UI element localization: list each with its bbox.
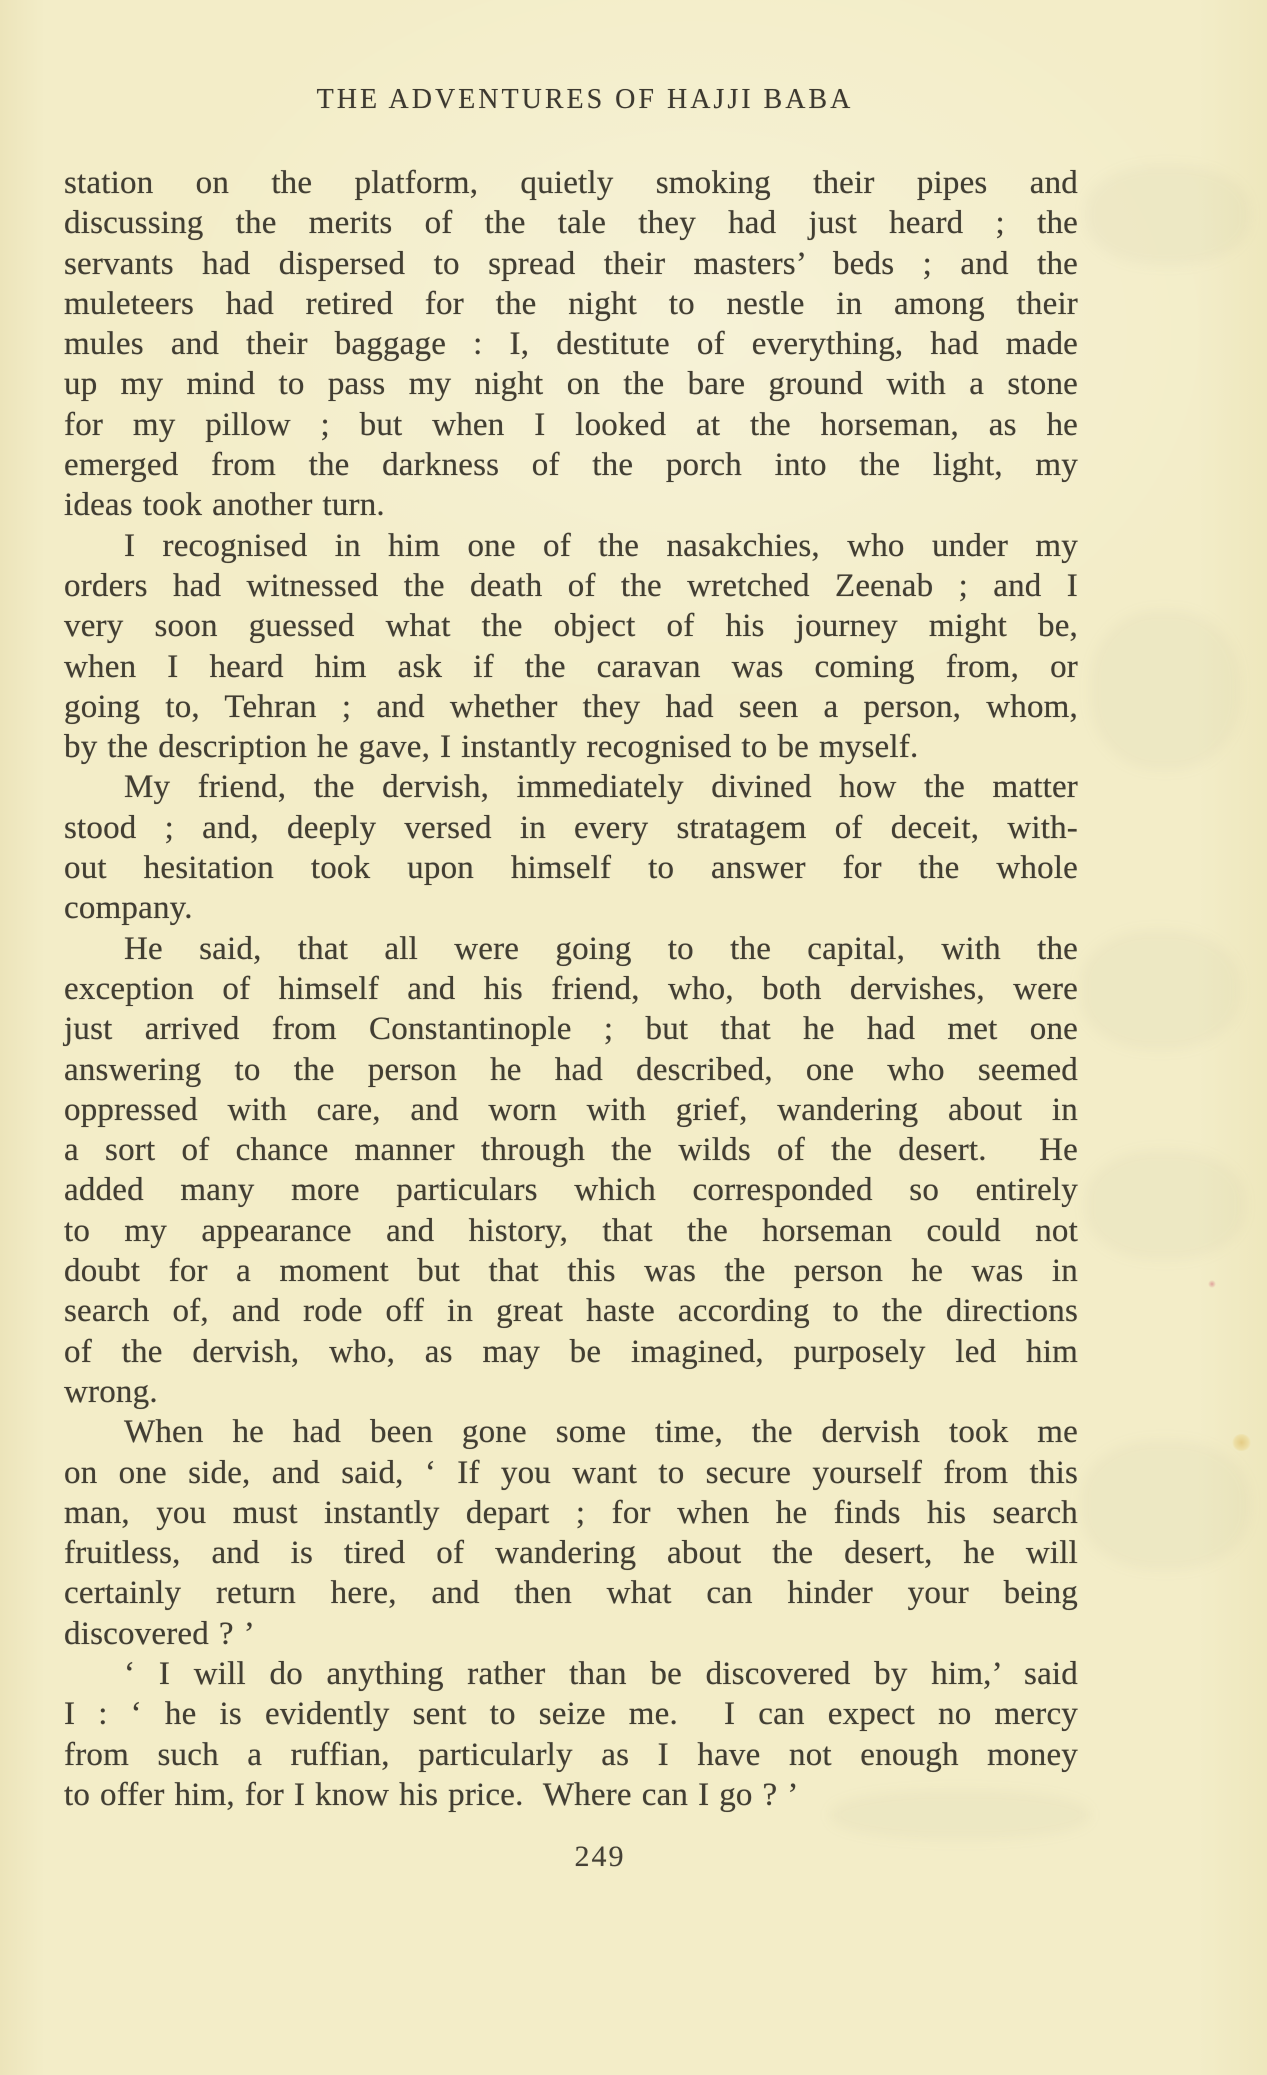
text-line: just arrived from Constantinople ; but that he had met one [64,1011,1078,1048]
text-line: when I heard him ask if the caravan was coming from, or [64,648,1078,685]
text-line: My friend, the dervish, immediately divined how the matter [124,769,1078,806]
text-line: to offer him, for I know his price. Where can I go ? ’ [64,1776,799,1813]
showthrough-blot [1085,165,1250,265]
text-line: I recognised in him one of the nasakchies, who under my [124,527,1078,564]
text-line: on one side, and said, ‘ If you want to secure yourself from this [64,1454,1078,1491]
foxing-spot [1208,1280,1216,1288]
text-line: a sort of chance manner through the wilds of the desert. He [64,1132,1078,1169]
text-line: When he had been gone some time, the dervish took me [124,1414,1078,1451]
text-line: for my pillow ; but when I looked at the horseman, as he [64,406,1078,443]
text-line: emerged from the darkness of the porch into the light, my [64,447,1078,484]
text-line: orders had witnessed the death of the wretched Zeenab ; and I [64,567,1078,604]
text-line: He said, that all were going to the capital, with the [124,930,1078,967]
paragraph [64,526,1078,768]
text-line: stood ; and, deeply versed in every stratagem of deceit, with- [64,809,1078,846]
showthrough-blot [1085,1150,1245,1260]
paragraph [64,929,1078,1413]
text-line: doubt for a moment but that this was the person he was in [64,1253,1078,1290]
showthrough-blot [1090,610,1240,770]
text-line: added many more particulars which corresponded so entirely [64,1172,1078,1209]
text-line: servants had dispersed to spread their masters’ beds ; and the [64,245,1078,282]
text-line: from such a ruffian, particularly as I have not enough money [64,1736,1078,1773]
paragraph [64,163,1078,526]
text-line: I : ‘ he is evidently sent to seize me. I can expect no mercy [64,1696,1078,1733]
showthrough-blot [1080,1440,1250,1570]
paragraph [64,1412,1078,1654]
text-line: to my appearance and history, that the horseman could not [64,1212,1078,1249]
foxing-spot [1232,1434,1251,1451]
body-text [64,163,1078,1815]
text-line: discovered ? ’ [64,1615,255,1652]
text-line: going to, Tehran ; and whether they had seen a person, whom, [64,688,1078,725]
text-line: by the description he gave, I instantly recognised to be myself. [64,729,919,766]
text-line: station on the platform, quietly smoking their pipes and [64,165,1078,201]
text-line: very soon guessed what the object of his journey might be, [64,608,1078,645]
text-line: exception of himself and his friend, who, both dervishes, were [64,970,1078,1007]
text-line: discussing the merits of the tale they had just heard ; the [64,205,1078,242]
text-line: wrong. [64,1373,158,1410]
showthrough-blot [1080,930,1240,1050]
text-line: answering to the person he had described, one who seemed [64,1051,1078,1088]
text-line: out hesitation took upon himself to answer for the whole [64,850,1078,887]
text-line: man, you must instantly depart ; for when he finds his search [64,1494,1078,1531]
text-line: ideas took another turn. [64,487,385,524]
text-line: search of, and rode off in great haste according to the directions [64,1293,1078,1330]
text-line: company. [64,890,193,927]
text-line: certainly return here, and then what can hinder your being [64,1575,1078,1612]
running-head: THE ADVENTURES OF HAJJI BABA [316,84,854,115]
text-line: fruitless, and is tired of wandering about the desert, he will [64,1535,1078,1572]
showthrough-blot [830,1790,1090,1840]
text-line: oppressed with care, and worn with grief, wandering about in [64,1091,1078,1128]
text-line: ‘ I will do anything rather than be discovered by him,’ said [124,1655,1078,1692]
text-line: up my mind to pass my night on the bare ground with a stone [64,366,1078,403]
text-line: muleteers had retired for the night to nestle in among their [64,285,1078,322]
paragraph [64,767,1078,928]
text-line: mules and their baggage : I, destitute of everything, had made [64,326,1078,363]
text-line: of the dervish, who, as may be imagined, purposely led him [64,1333,1078,1370]
page-number: 249 [574,1840,626,1873]
